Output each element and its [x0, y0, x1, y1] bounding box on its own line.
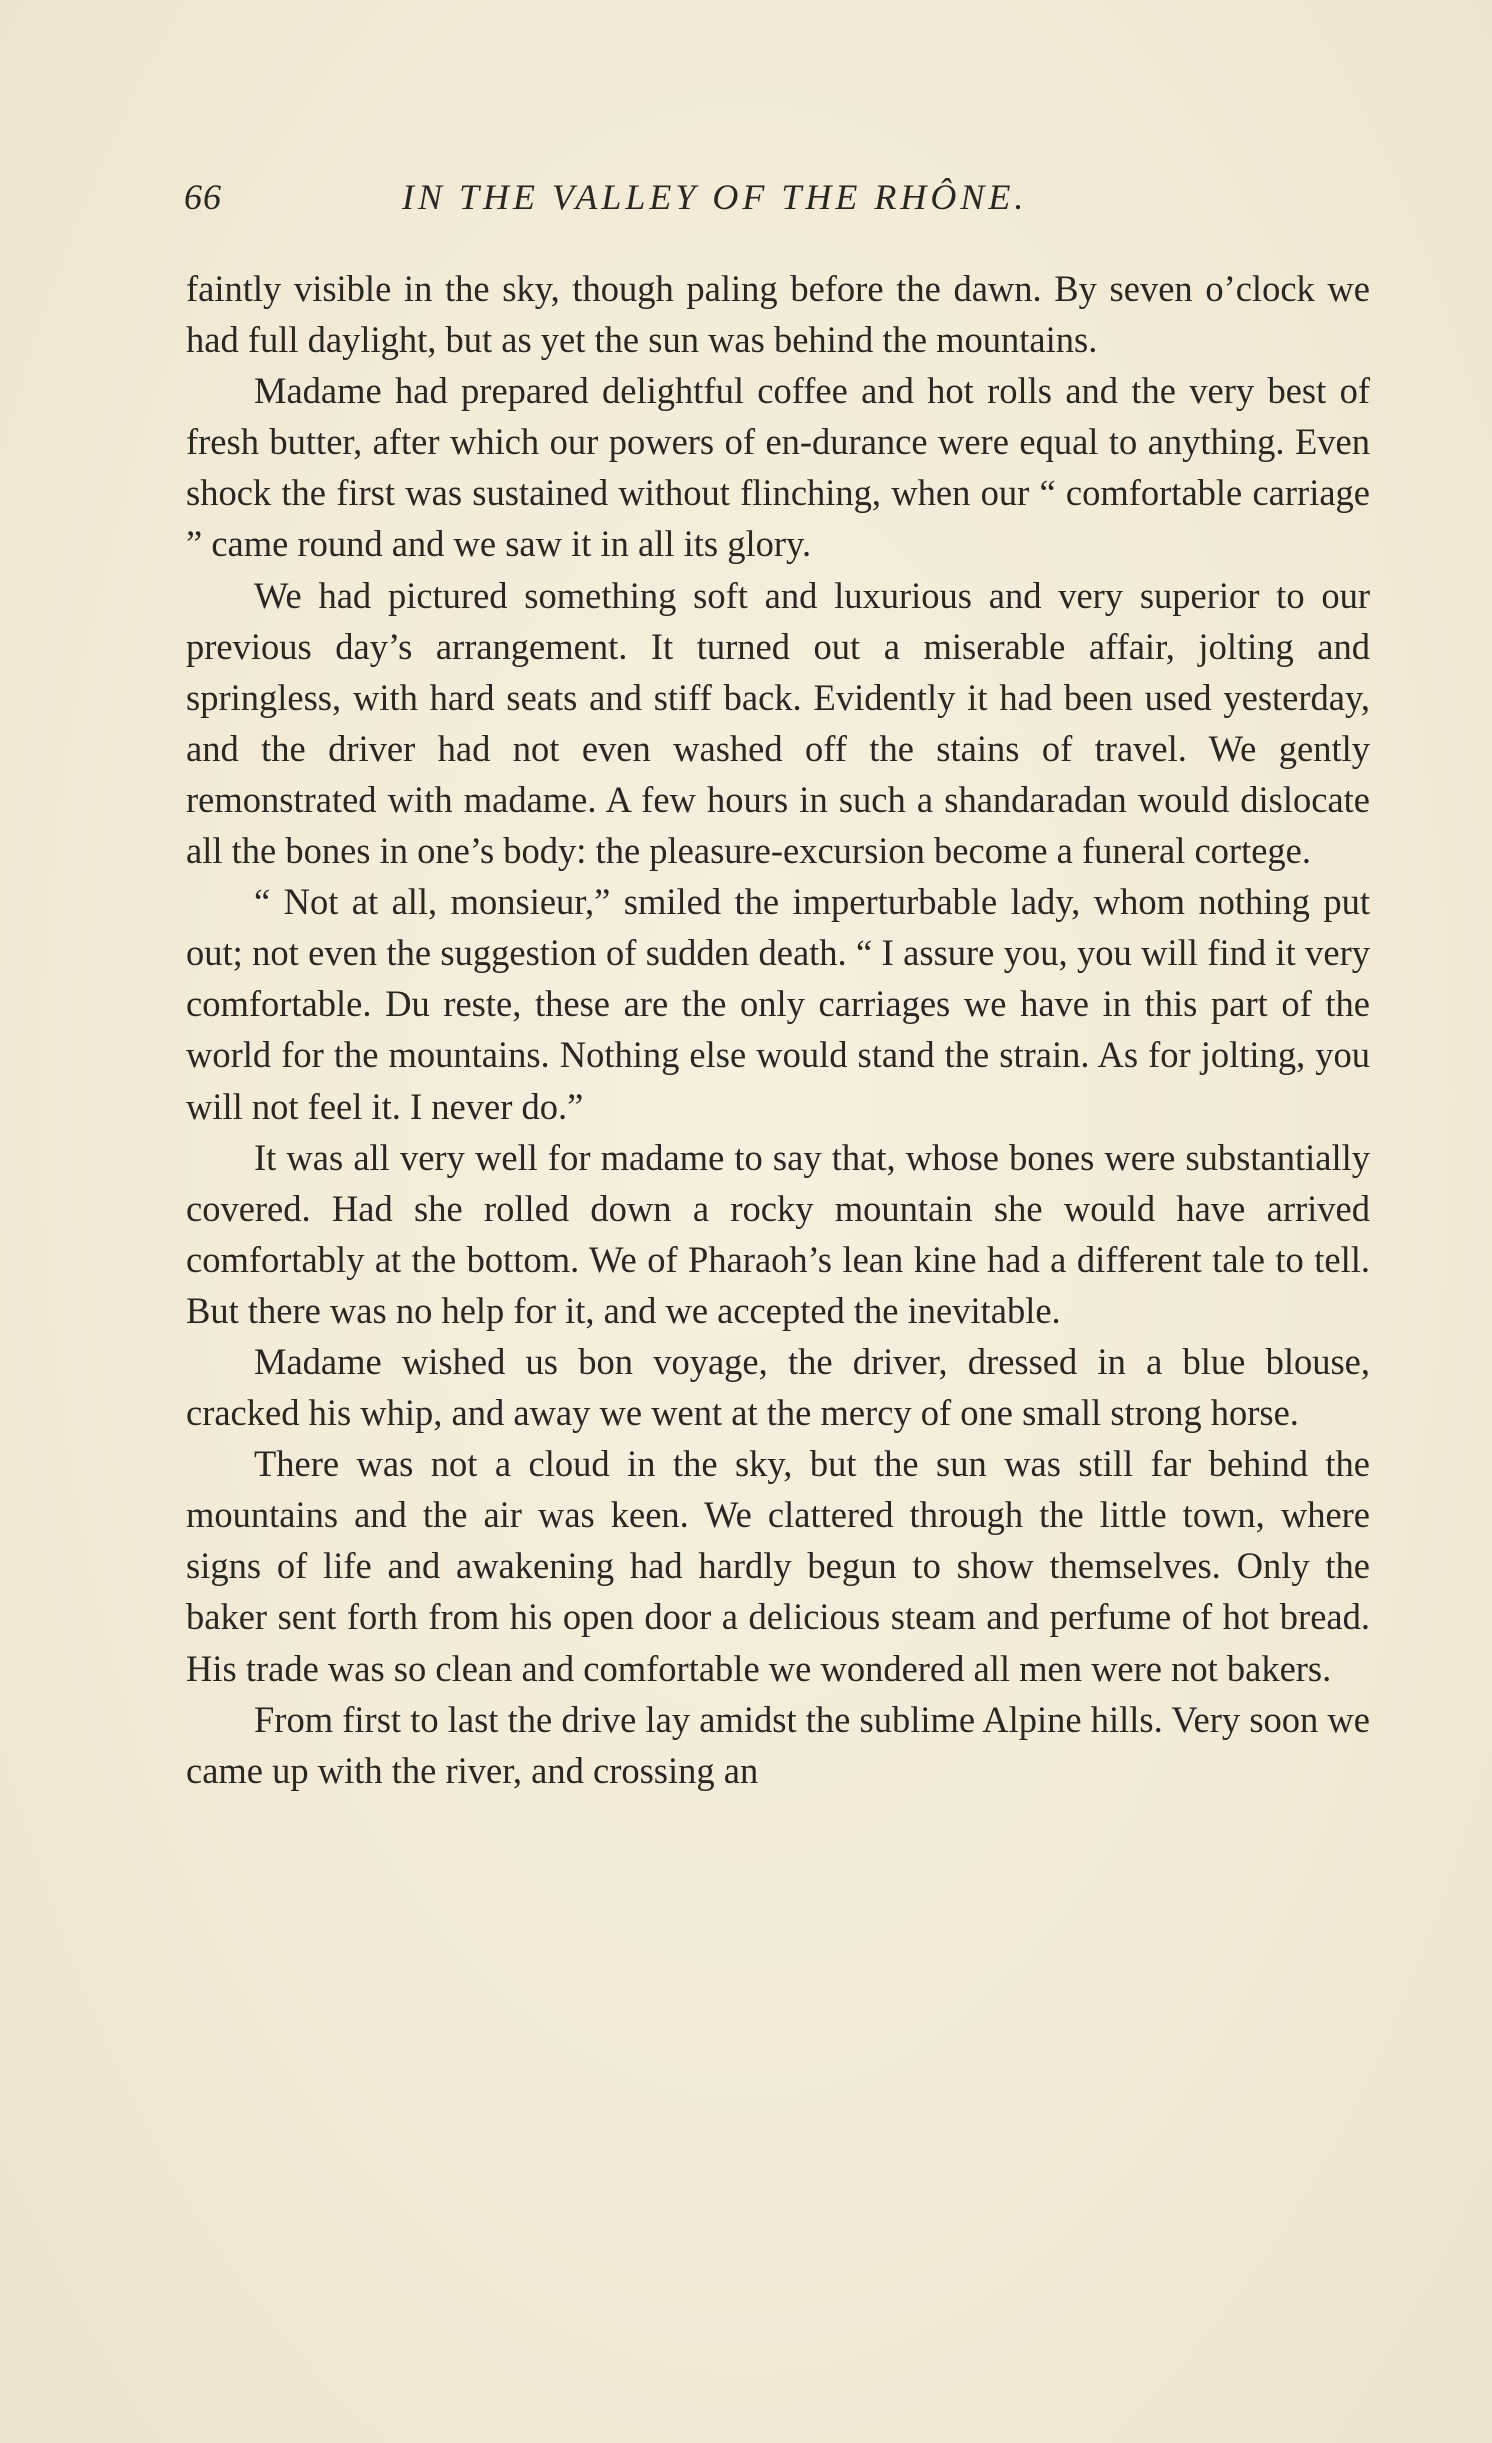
- paragraph: Madame had prepared delightful coffee and hot rolls and the very best of fresh butter, after which our powers of en-durance were equal to anything. Even shock the first was sustained without flinching, when our “ comfortable carriage ” came round and we saw it in all its glory.: [186, 370, 1370, 565]
- paragraph: We had pictured something soft and luxurious and very superior to our previous day’s arrangement. It turned out a miserable affair, jolting and springless, with hard seats and stiff back. Evidently it had been used yesterday, and the driver had not even washed off the stains of travel. We gently remonstrated with madame. A few hours in such a shandaradan would dislocate all the bones in one’s body: the pleasure-excursion become a funeral cortege.: [186, 574, 1370, 872]
- paragraph: “ Not at all, monsieur,” smiled the imperturbable lady, whom nothing put out; not even the suggestion of sudden death. “ I assure you, you will find it very comfortable. Du reste, these are the only carriages we have in this part of the world for the mountains. Nothing else would stand the strain. As for jolting, you will not feel it. I never do.”: [186, 881, 1370, 1127]
- running-title: IN THE VALLEY OF THE RHÔNE.: [402, 177, 1028, 217]
- body-text: [186, 263, 1370, 1796]
- paragraph-continued: faintly visible in the sky, though paling before the dawn. By seven o’clock we had full daylight, but as yet the sun was behind the mountains.: [186, 268, 1370, 361]
- running-head: [184, 176, 1372, 224]
- paragraph: It was all very well for madame to say that, whose bones were substantially covered. Had she rolled down a rocky mountain she would have arrived comfortably at the bottom. We of Pharaoh’s lean kine had a different tale to tell. But there was no help for it, and we accepted the inevitable.: [186, 1136, 1370, 1331]
- paragraph: There was not a cloud in the sky, but the sun was still far behind the mountains and the air was keen. We clattered through the little town, where signs of life and awakening had hardly begun to show themselves. Only the baker sent forth from his open door a delicious steam and perfume of hot bread. His trade was so clean and comfortable we wondered all men were not bakers.: [186, 1443, 1370, 1689]
- paragraph: From first to last the drive lay amidst the sublime Alpine hills. Very soon we came up with the river, and crossing an: [186, 1698, 1370, 1791]
- paragraph: Madame wished us bon voyage, the driver, dressed in a blue blouse, cracked his whip, and away we went at the mercy of one small strong horse.: [186, 1340, 1370, 1434]
- page-number: 66: [184, 177, 222, 217]
